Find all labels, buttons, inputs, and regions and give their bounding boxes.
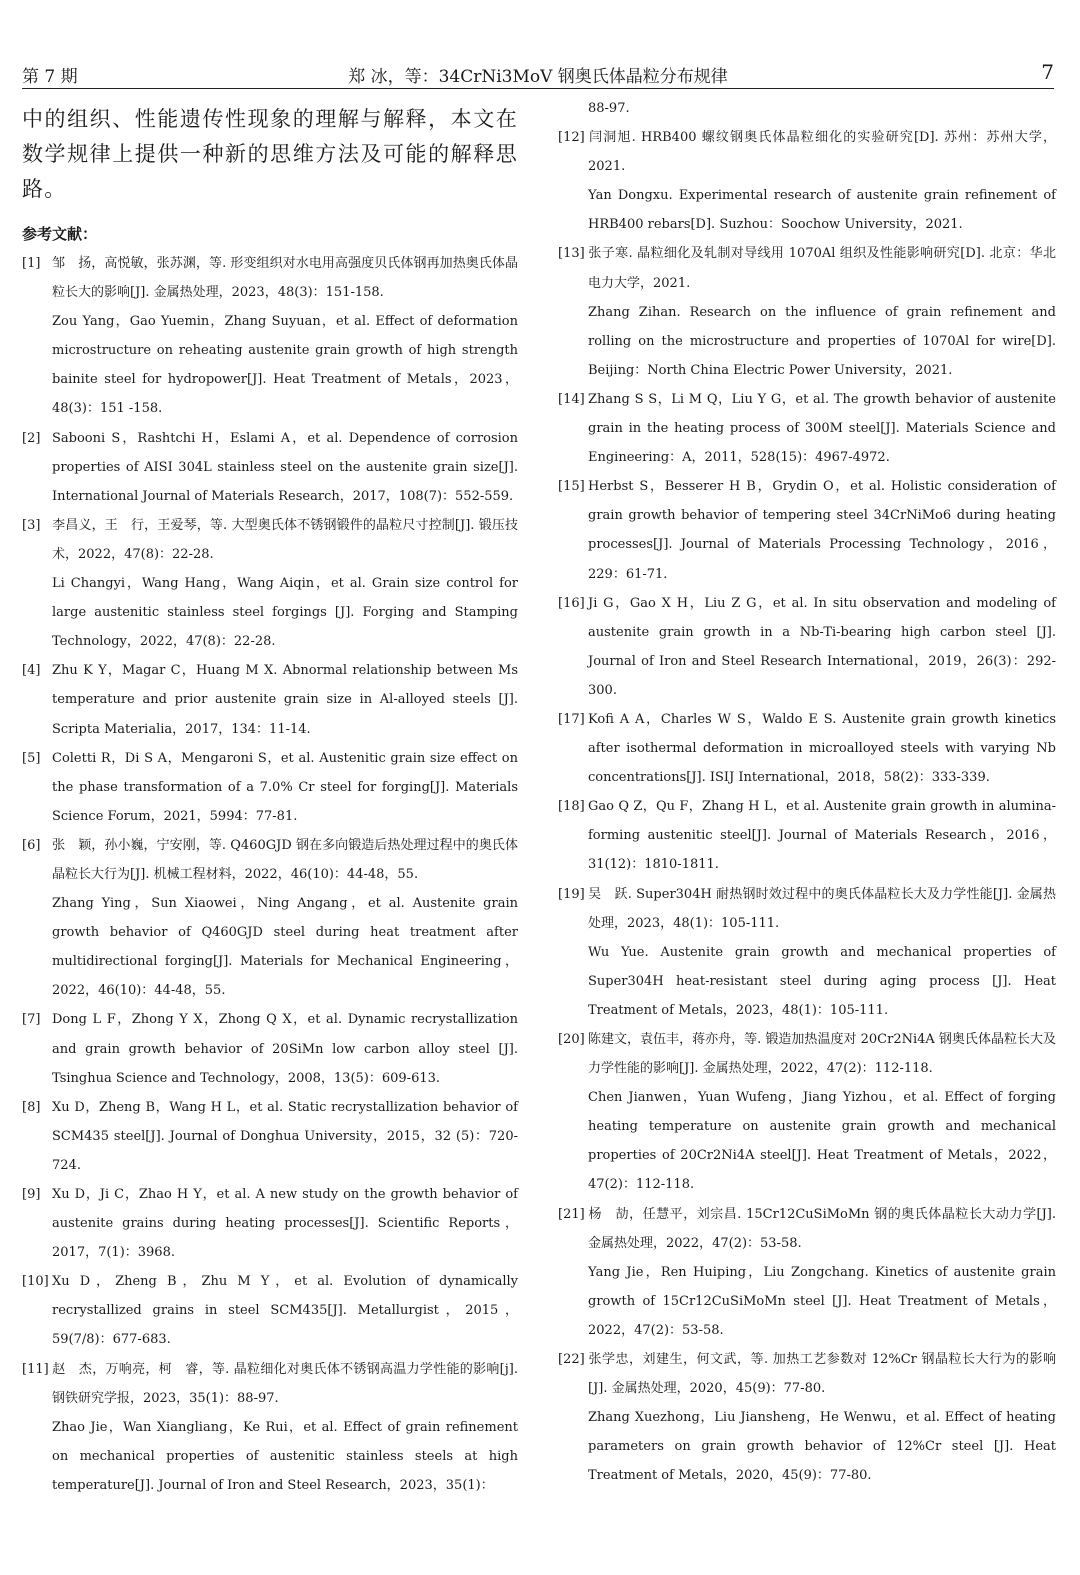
- reference-item: [558, 1200, 1056, 1345]
- reference-number: [16]: [558, 595, 585, 611]
- reference-text: Herbst S，Besserer H B，Grydin O，et al. Holistic consideration of grain growth behavior of tempering steel 34CrNiMo6 during heating processes[J]. Journal of Materials Processing Technology，2016，229：61-71.: [588, 479, 1056, 582]
- reference-number: [6]: [22, 837, 41, 853]
- reference-number: [15]: [558, 479, 585, 495]
- reference-item: [22, 249, 518, 424]
- reference-english-text: Yan Dongxu. Experimental research of austenite grain refinement of HRB400 rebars[D]. Suzhou：Soochow University，2021.: [588, 188, 1056, 233]
- reference-continuation: 88-97.: [588, 101, 630, 116]
- reference-number: [12]: [558, 130, 585, 146]
- right-column: [558, 96, 1056, 1491]
- reference-text: Zhu K Y，Magar C，Huang M X. Abnormal relationship between Ms temperature and prior austenite grain size in Al-alloyed steels [J]. Scripta Materialia，2017，134：11-14.: [52, 663, 518, 737]
- reference-number: [7]: [22, 1012, 41, 1028]
- reference-number: [14]: [558, 391, 585, 407]
- reference-number: [9]: [22, 1187, 41, 1202]
- reference-text: 陈建文，袁伍丰，蒋亦舟，等. 锻造加热温度对 20Cr2Ni4A 钢奥氏体晶粒长大及力学性能的影响[J]. 金属热处理，2022，47(2)：112-118.: [588, 1032, 1056, 1077]
- reference-item: [22, 744, 518, 831]
- reference-text: Sabooni S，Rashtchi H，Eslami A，et al. Dependence of corrosion properties of AISI 304L stainless steel on the austenite grain size[J]. International Journal of Materials Research，2017，108(7)：552-559.: [52, 430, 518, 504]
- reference-item: [22, 831, 518, 1006]
- reference-text: Kofi A A，Charles W S，Waldo E S. Austenite grain growth kinetics after isothermal deformation in microalloyed steels with varying Nb concentrations[J]. ISIJ International，2018，58(2)：333-339.: [588, 711, 1056, 786]
- reference-item: [22, 656, 518, 743]
- reference-text: Xu D，Zheng B，Wang H L，et al. Static recrystallization behavior of SCM435 steel[J]. Journal of Donghua University，2015，32 (5)：720-724.: [52, 1099, 518, 1173]
- reference-item: [22, 424, 518, 511]
- reference-number: [11]: [22, 1361, 49, 1377]
- reference-english-text: Chen Jianwen，Yuan Wufeng，Jiang Yizhou，et al. Effect of forging heating temperature on austenite grain growth and mechanical properties of 20Cr2Ni4A steel[J]. Heat Treatment of Metals，2022，47(2)：112-118.: [588, 1090, 1056, 1193]
- running-title: 郑 冰，等：34CrNi3MoV 钢奥氏体晶粒分布规律: [348, 67, 728, 87]
- reference-item: [558, 589, 1056, 705]
- reference-text: 邹 扬，高悦敏，张苏渊，等. 形变组织对水电用高强度贝氏体钢再加热奥氏体晶粒长大的影响[J]. 金属热处理，2023，48(3)：151-158.: [52, 256, 518, 301]
- reference-number: [20]: [558, 1032, 585, 1047]
- reference-number: [10]: [22, 1274, 49, 1290]
- reference-text: 李昌义，王 行，王爱琴，等. 大型奥氏体不锈钢锻件的晶粒尺寸控制[J]. 锻压技术，2022，47(8)：22-28.: [52, 517, 518, 562]
- reference-item: [558, 239, 1056, 384]
- intro-paragraph: 中的组织、性能遗传性现象的理解与解释，本文在数学规律上提供一种新的思维方法及可能的解释思路。: [22, 107, 518, 201]
- reference-text: 赵 杰，万响亮，柯 睿，等. 晶粒细化对奥氏体不锈钢高温力学性能的影响[j]. 钢铁研究学报，2023，35(1)：88-97.: [52, 1361, 518, 1406]
- reference-number: [4]: [22, 663, 41, 679]
- reference-english-text: Li Changyi，Wang Hang，Wang Aiqin，et al. Grain size control for large austenitic stainless steel forgings [J]. Forging and Stamping Technology，2022，47(8)：22-28.: [52, 576, 518, 650]
- reference-text: Gao Q Z，Qu F，Zhang H L，et al. Austenite grain growth in alumina-forming austenitic steel[J]. Journal of Materials Research，2016，31(12)：1810-1811.: [588, 799, 1056, 873]
- reference-english-text: Zou Yang，Gao Yuemin，Zhang Suyuan，et al. Effect of deformation microstructure on reheating austenite grain growth of high strength bainite steel for hydropower[J]. Heat Treatment of Metals，2023，48(3)：151 -158.: [52, 314, 518, 417]
- reference-item: [22, 1355, 518, 1500]
- reference-item: [558, 385, 1056, 472]
- references-heading: 参考文献：: [22, 225, 98, 243]
- page-header: [22, 60, 1054, 89]
- reference-item: [558, 1345, 1056, 1490]
- reference-number: [1]: [22, 256, 41, 271]
- reference-item: [22, 1267, 518, 1354]
- reference-english-text: Yang Jie，Ren Huiping，Liu Zongchang. Kinetics of austenite grain growth of 15Cr12CuSiMoMn steel [J]. Heat Treatment of Metals，2022，47(2)：53-58.: [588, 1264, 1056, 1338]
- reference-number: [22]: [558, 1352, 585, 1368]
- reference-text: 吴 跃. Super304H 耐热钢时效过程中的奥氏体晶粒长大及力学性能[J]. 金属热处理，2023，48(1)：105-111.: [588, 886, 1056, 931]
- reference-number: [18]: [558, 799, 585, 815]
- reference-text: Dong L F，Zhong Y X，Zhong Q X，et al. Dynamic recrystallization and grain growth behavior of 20SiMn low carbon alloy steel [J]. Tsinghua Science and Technology，2008，13(5)：609-613.: [52, 1012, 518, 1086]
- reference-item: [558, 123, 1056, 239]
- page-number: 7: [1041, 60, 1054, 84]
- reference-text: 张 颖，孙小巍，宁安刚，等. Q460GJD 钢在多向锻造后热处理过程中的奥氏体晶粒长大行为[J]. 机械工程材料，2022，46(10)：44-48，55.: [52, 837, 518, 882]
- reference-english-text: Zhang Zihan. Research on the influence of grain refinement and rolling on the microstructure and properties of 1070Al for wire[D]. Beijing：North China Electric Power University，2021.: [588, 304, 1056, 378]
- reference-number: [3]: [22, 517, 41, 533]
- reference-number: [17]: [558, 711, 585, 727]
- reference-number: [5]: [22, 750, 41, 766]
- left-column: [22, 96, 518, 1500]
- reference-text: 闫洞旭. HRB400 螺纹钢奥氏体晶粒细化的实验研究[D]. 苏州：苏州大学，2021.: [588, 130, 1056, 175]
- reference-text: Coletti R，Di S A，Mengaroni S，et al. Austenitic grain size effect on the phase transformation of a 7.0% Cr steel for forging[J]. Materials Science Forum，2021，5994：77-81.: [52, 750, 518, 824]
- reference-item: [22, 1005, 518, 1092]
- reference-item: [558, 880, 1056, 1025]
- reference-number: [13]: [558, 246, 585, 262]
- reference-item: [558, 792, 1056, 879]
- reference-english-text: Wu Yue. Austenite grain growth and mechanical properties of Super304H heat-resistant steel during aging process [J]. Heat Treatment of Metals，2023，48(1)：105-111.: [588, 944, 1056, 1018]
- reference-item: [558, 705, 1056, 792]
- reference-english-text: Zhang Ying，Sun Xiaowei，Ning Angang，et al. Austenite grain growth behavior of Q460GJD steel during heat treatment after multidirectional forging[J]. Materials for Mechanical Engineering，2022，46(10)：44-48，55.: [52, 896, 518, 999]
- reference-number: [19]: [558, 886, 585, 902]
- reference-list-left: [22, 249, 518, 1500]
- reference-item: [558, 472, 1056, 588]
- reference-item: [22, 511, 518, 656]
- reference-text: Ji G，Gao X H，Liu Z G，et al. In situ observation and modeling of austenite grain growth in a Nb-Ti-bearing high carbon steel [J]. Journal of Iron and Steel Research International，2019，26(3)：292-300.: [588, 595, 1056, 698]
- reference-english-text: Zhao Jie，Wan Xiangliang，Ke Rui，et al. Effect of grain refinement on mechanical properties of austenitic stainless steels at high temperature[J]. Journal of Iron and Steel Research，2023，35(1)：: [52, 1419, 518, 1493]
- issue-label: 第 7 期: [22, 67, 78, 87]
- reference-number: [8]: [22, 1099, 41, 1115]
- reference-text: 张学忠，刘建生，何文武，等. 加热工艺参数对 12%Cr 钢晶粒长大行为的影响[J]. 金属热处理，2020，45(9)：77-80.: [588, 1352, 1056, 1397]
- reference-text: Xu D，Ji C，Zhao H Y，et al. A new study on the growth behavior of austenite grains during heating processes[J]. Scientific Reports，2017，7(1)：3968.: [52, 1187, 518, 1261]
- reference-text: 张子寒. 晶粒细化及轧制对导线用 1070Al 组织及性能影响研究[D]. 北京：华北电力大学，2021.: [588, 246, 1056, 291]
- reference-text: 杨 劼，任慧平，刘宗昌. 15Cr12CuSiMoMn 钢的奥氏体晶粒长大动力学[J]. 金属热处理，2022，47(2)：53-58.: [588, 1206, 1056, 1251]
- reference-list-right: [558, 123, 1056, 1490]
- reference-text: Xu D，Zheng B，Zhu M Y，et al. Evolution of dynamically recrystallized grains in steel SCM435[J]. Metallurgist，2015，59(7/8)：677-683.: [52, 1274, 518, 1348]
- reference-item: [22, 1093, 518, 1180]
- reference-item: [22, 1180, 518, 1267]
- reference-number: [2]: [22, 430, 41, 446]
- reference-english-text: Zhang Xuezhong，Liu Jiansheng，He Wenwu，et al. Effect of heating parameters on grain growth behavior of 12%Cr steel [J]. Heat Treatment of Metals，2020，45(9)：77-80.: [588, 1410, 1056, 1484]
- reference-item: [558, 1025, 1056, 1200]
- reference-text: Zhang S S，Li M Q，Liu Y G，et al. The growth behavior of austenite grain in the heating process of 300M steel[J]. Materials Science and Engineering：A，2011，528(15)：4967-4972.: [588, 391, 1056, 466]
- reference-number: [21]: [558, 1206, 585, 1222]
